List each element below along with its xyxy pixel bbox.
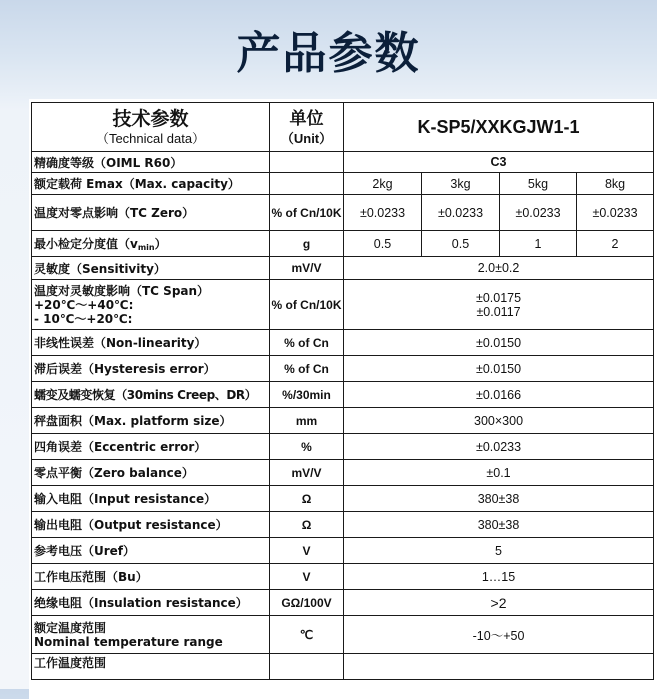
value-insulation: >2 <box>344 590 654 616</box>
param-vmin-post: ） <box>154 237 167 251</box>
value-tc-span-l1: ±0.0175 <box>475 290 522 305</box>
value-platform: 300×300 <box>344 408 654 434</box>
param-output-res: 输出电阻（Output resistance） <box>32 512 270 538</box>
table-row <box>32 486 654 512</box>
value-accuracy: C3 <box>344 152 654 173</box>
unit-uref: V <box>270 538 344 564</box>
unit-accuracy <box>270 152 344 173</box>
header-row <box>32 103 654 152</box>
param-nominal-temp <box>32 616 270 654</box>
title-banner <box>0 0 657 98</box>
value-nonlinearity: ±0.0150 <box>344 330 654 356</box>
unit-tc-zero: % of Cn/10K <box>270 195 344 231</box>
param-input-res: 输入电阻（Input resistance） <box>32 486 270 512</box>
param-nominal-temp-zh: 额定温度范围 <box>34 620 107 635</box>
value-input-res: 380±38 <box>344 486 654 512</box>
unit-bu: V <box>270 564 344 590</box>
param-vmin <box>32 231 270 257</box>
table-row <box>32 512 654 538</box>
table-row <box>32 564 654 590</box>
unit-tc-span: % of Cn/10K <box>270 280 344 330</box>
param-nominal-temp-en: Nominal temperature range <box>34 634 223 649</box>
param-hysteresis: 滞后误差（Hysteresis error） <box>32 356 270 382</box>
header-param-zh: 技术参数 <box>112 107 189 130</box>
value-tc-zero-4: ±0.0233 <box>577 195 654 231</box>
value-tc-zero-1: ±0.0233 <box>344 195 422 231</box>
param-tc-span-l1: 温度对灵敏度影响（TC Span） <box>34 283 210 298</box>
header-param <box>32 103 270 152</box>
param-uref: 参考电压（Uref） <box>32 538 270 564</box>
table-row <box>32 356 654 382</box>
table-row <box>32 616 654 654</box>
table-row <box>32 382 654 408</box>
value-capacity-2: 3kg <box>422 173 500 195</box>
param-nonlinearity: 非线性误差（Non-linearity） <box>32 330 270 356</box>
table-row <box>32 195 654 231</box>
table-row <box>32 330 654 356</box>
table-row <box>32 538 654 564</box>
param-creep: 蠕变及蠕变恢复（30mins Creep、DR） <box>32 382 270 408</box>
unit-operating-temp <box>270 654 344 680</box>
value-eccentric: ±0.0233 <box>344 434 654 460</box>
param-vmin-pre: 最小检定分度值（v <box>34 237 138 251</box>
value-capacity-3: 5kg <box>500 173 577 195</box>
spec-sheet <box>29 99 657 699</box>
value-tc-zero-2: ±0.0233 <box>422 195 500 231</box>
unit-nonlinearity: % of Cn <box>270 330 344 356</box>
param-tc-span <box>32 280 270 330</box>
param-insulation: 绝缘电阻（Insulation resistance） <box>32 590 270 616</box>
value-nominal-temp: -10～+50 <box>344 616 654 654</box>
value-output-res: 380±38 <box>344 512 654 538</box>
param-tc-span-l2: +20℃～+40℃: <box>34 297 134 312</box>
table-row <box>32 654 654 680</box>
value-capacity-4: 8kg <box>577 173 654 195</box>
spec-table <box>31 102 654 680</box>
value-tc-span-l2: ±0.0117 <box>476 304 521 319</box>
value-hysteresis: ±0.0150 <box>344 356 654 382</box>
unit-hysteresis: % of Cn <box>270 356 344 382</box>
value-operating-temp <box>344 654 654 680</box>
table-row <box>32 231 654 257</box>
param-tc-zero: 温度对零点影响（TC Zero） <box>32 195 270 231</box>
param-vmin-sub: min <box>137 243 155 252</box>
param-capacity: 额定载荷 Emax（Max. capacity） <box>32 173 270 195</box>
param-platform: 秤盘面积（Max. platform size） <box>32 408 270 434</box>
unit-creep: %/30min <box>270 382 344 408</box>
param-eccentric: 四角误差（Eccentric error） <box>32 434 270 460</box>
header-unit-zh: 单位 <box>289 108 324 129</box>
unit-insulation: GΩ/100V <box>270 590 344 616</box>
unit-capacity <box>270 173 344 195</box>
table-row <box>32 257 654 280</box>
value-uref: 5 <box>344 538 654 564</box>
table-row <box>32 152 654 173</box>
unit-eccentric: % <box>270 434 344 460</box>
header-unit-en: （Unit） <box>280 130 333 146</box>
param-tc-span-l3: - 10℃～+20℃: <box>34 311 133 326</box>
unit-input-res: Ω <box>270 486 344 512</box>
table-row <box>32 280 654 330</box>
value-tc-span <box>344 280 654 330</box>
unit-sensitivity: mV/V <box>270 257 344 280</box>
value-sensitivity: 2.0±0.2 <box>344 257 654 280</box>
value-vmin-4: 2 <box>577 231 654 257</box>
table-row <box>32 173 654 195</box>
value-creep: ±0.0166 <box>344 382 654 408</box>
value-capacity-1: 2kg <box>344 173 422 195</box>
unit-platform: mm <box>270 408 344 434</box>
value-zero-balance: ±0.1 <box>344 460 654 486</box>
table-row <box>32 434 654 460</box>
page-title: 产品参数 <box>236 28 421 79</box>
unit-vmin: g <box>270 231 344 257</box>
value-tc-zero-3: ±0.0233 <box>500 195 577 231</box>
value-vmin-3: 1 <box>500 231 577 257</box>
value-bu: 1…15 <box>344 564 654 590</box>
param-accuracy: 精确度等级（OIML R60） <box>32 152 270 173</box>
header-unit <box>270 103 344 152</box>
unit-nominal-temp: ℃ <box>270 616 344 654</box>
unit-output-res: Ω <box>270 512 344 538</box>
header-param-en: （Technical data） <box>95 130 206 146</box>
param-sensitivity: 灵敏度（Sensitivity） <box>32 257 270 280</box>
param-zero-balance: 零点平衡（Zero balance） <box>32 460 270 486</box>
table-row <box>32 460 654 486</box>
value-vmin-2: 0.5 <box>422 231 500 257</box>
param-operating-temp: 工作温度范围 <box>32 654 270 680</box>
table-row <box>32 408 654 434</box>
table-row <box>32 590 654 616</box>
param-bu: 工作电压范围（Bu） <box>32 564 270 590</box>
value-vmin-1: 0.5 <box>344 231 422 257</box>
unit-zero-balance: mV/V <box>270 460 344 486</box>
header-model: K-SP5/XXKGJW1-1 <box>344 103 654 152</box>
